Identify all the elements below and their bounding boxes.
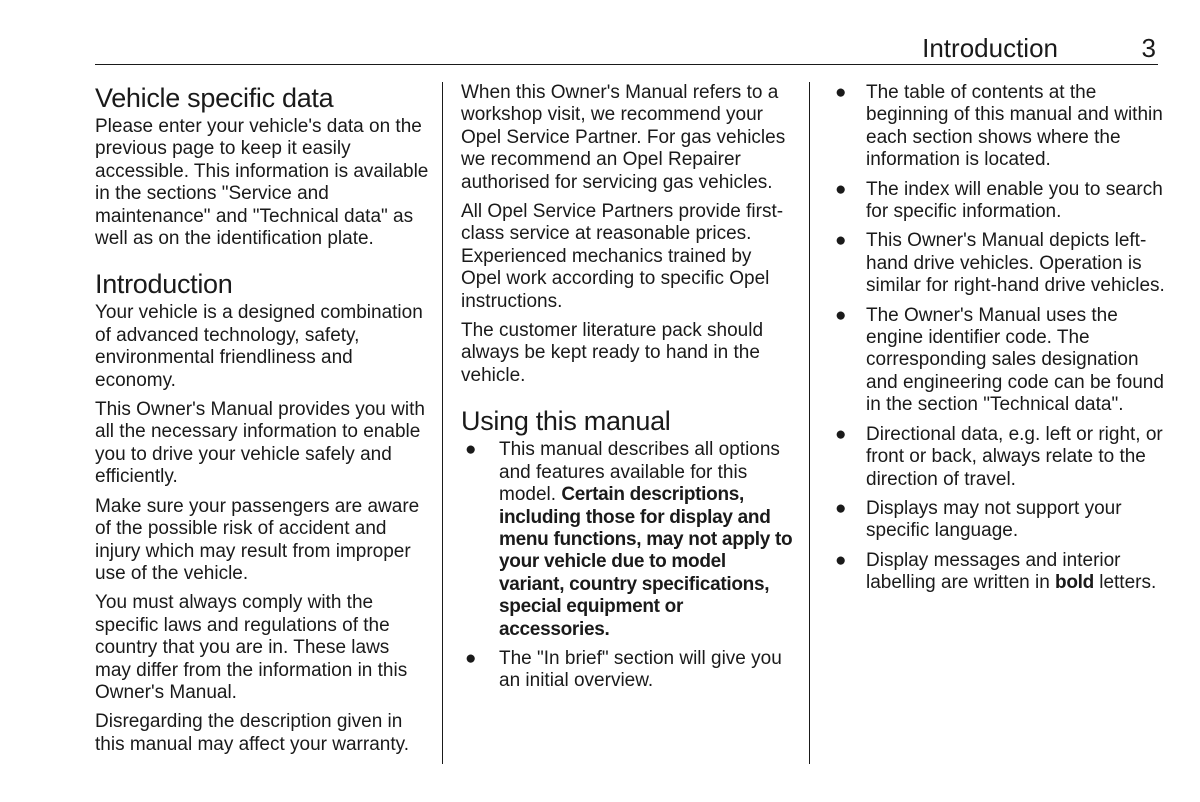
list-item	[461, 439, 796, 641]
bullet-icon: ●	[465, 647, 477, 669]
bullet-icon: ●	[465, 439, 477, 461]
paragraph: Disregarding the description given in this manual may affect your warranty.	[95, 711, 409, 755]
list-item	[829, 498, 1165, 543]
list-item-bold-text: bold	[1055, 572, 1094, 594]
header-section-title: Introduction	[922, 33, 1058, 63]
list-item-text: This Owner's Manual depicts left-hand drive vehicles. Operation is similar for right-hand drive vehicles.	[866, 230, 1165, 297]
bullet-icon: ●	[835, 178, 847, 200]
list-item	[461, 648, 796, 693]
paragraph: All Opel Service Partners provide first-class service at reasonable prices. Experienced mechanics trained by Opel work according to specific Opel instructions.	[461, 201, 784, 312]
list-item	[829, 230, 1165, 297]
bullet-icon: ●	[835, 549, 847, 571]
paragraph: This Owner's Manual provides you with all the necessary information to enable you to drive your vehicle safely and efficiently.	[95, 399, 425, 488]
bullet-icon: ●	[835, 423, 847, 445]
paragraph: Make sure your passengers are aware of the possible risk of accident and injury which may result from improper use of the vehicle.	[95, 495, 420, 584]
list-item-text: Display messages and interior labelling are written in	[866, 549, 1121, 594]
bullet-list	[461, 439, 796, 692]
bullet-icon: ●	[835, 230, 847, 252]
list-item	[829, 305, 1165, 417]
list-item	[829, 82, 1165, 172]
bullet-icon: ●	[835, 82, 847, 103]
list-item-text: The table of contents at the beginning of this manual and within each section shows where the information is located.	[866, 82, 1163, 171]
bullet-icon: ●	[835, 497, 847, 519]
paragraph: Your vehicle is a designed combination of advanced technology, safety, environmental friendliness and economy.	[95, 302, 423, 391]
list-item-text: The "In brief" section will give you an initial overview.	[499, 647, 782, 692]
column-2	[461, 82, 796, 700]
list-item-text: Directional data, e.g. left or right, or front or back, always relate to the direction of travel.	[866, 423, 1163, 490]
page-number: 3	[1141, 33, 1156, 63]
list-item	[829, 179, 1165, 224]
list-item-text: This manual describes all options and features available for this model.	[499, 439, 780, 506]
page-header	[95, 0, 1158, 65]
list-item-text: Displays may not support your specific language.	[866, 497, 1122, 542]
bullet-list	[829, 82, 1165, 595]
list-item	[829, 424, 1165, 491]
list-item	[829, 550, 1165, 595]
list-item-text: letters.	[1099, 572, 1157, 594]
heading-using-this-manual: Using this manual	[461, 406, 671, 437]
paragraph: You must always comply with the specific laws and regulations of the country that you are in. These laws may differ from the information in this Owner's Manual.	[95, 592, 408, 703]
column-divider-1	[442, 82, 443, 764]
bullet-icon: ●	[835, 304, 847, 326]
paragraph: Please enter your vehicle's data on the previous page to keep it easily accessible. This information is available in the sections "Service and maintenance" and "Technical data" as well as on the identification plate.	[95, 116, 429, 250]
paragraph: The customer literature pack should always be kept ready to hand in the vehicle.	[461, 320, 764, 386]
paragraph: When this Owner's Manual refers to a workshop visit, we recommend your Opel Service Partner. For gas vehicles we recommend an Opel Repairer authorised for servicing gas vehicles.	[461, 82, 786, 193]
list-item-text: The index will enable you to search for specific information.	[866, 178, 1163, 223]
list-item-bold-text: Certain descriptions, including those for display and menu functions, may not apply to your vehicle due to model variant, country specifications, special equipment or accessories.	[499, 484, 793, 640]
column-3	[829, 82, 1165, 602]
heading-introduction: Introduction	[95, 269, 233, 300]
column-divider-2	[809, 82, 810, 764]
column-1	[95, 82, 430, 763]
heading-vehicle-specific-data: Vehicle specific data	[95, 83, 334, 113]
list-item-text: The Owner's Manual uses the engine identifier code. The corresponding sales designation and engineering code can be found in the section "Technical data".	[866, 304, 1164, 416]
